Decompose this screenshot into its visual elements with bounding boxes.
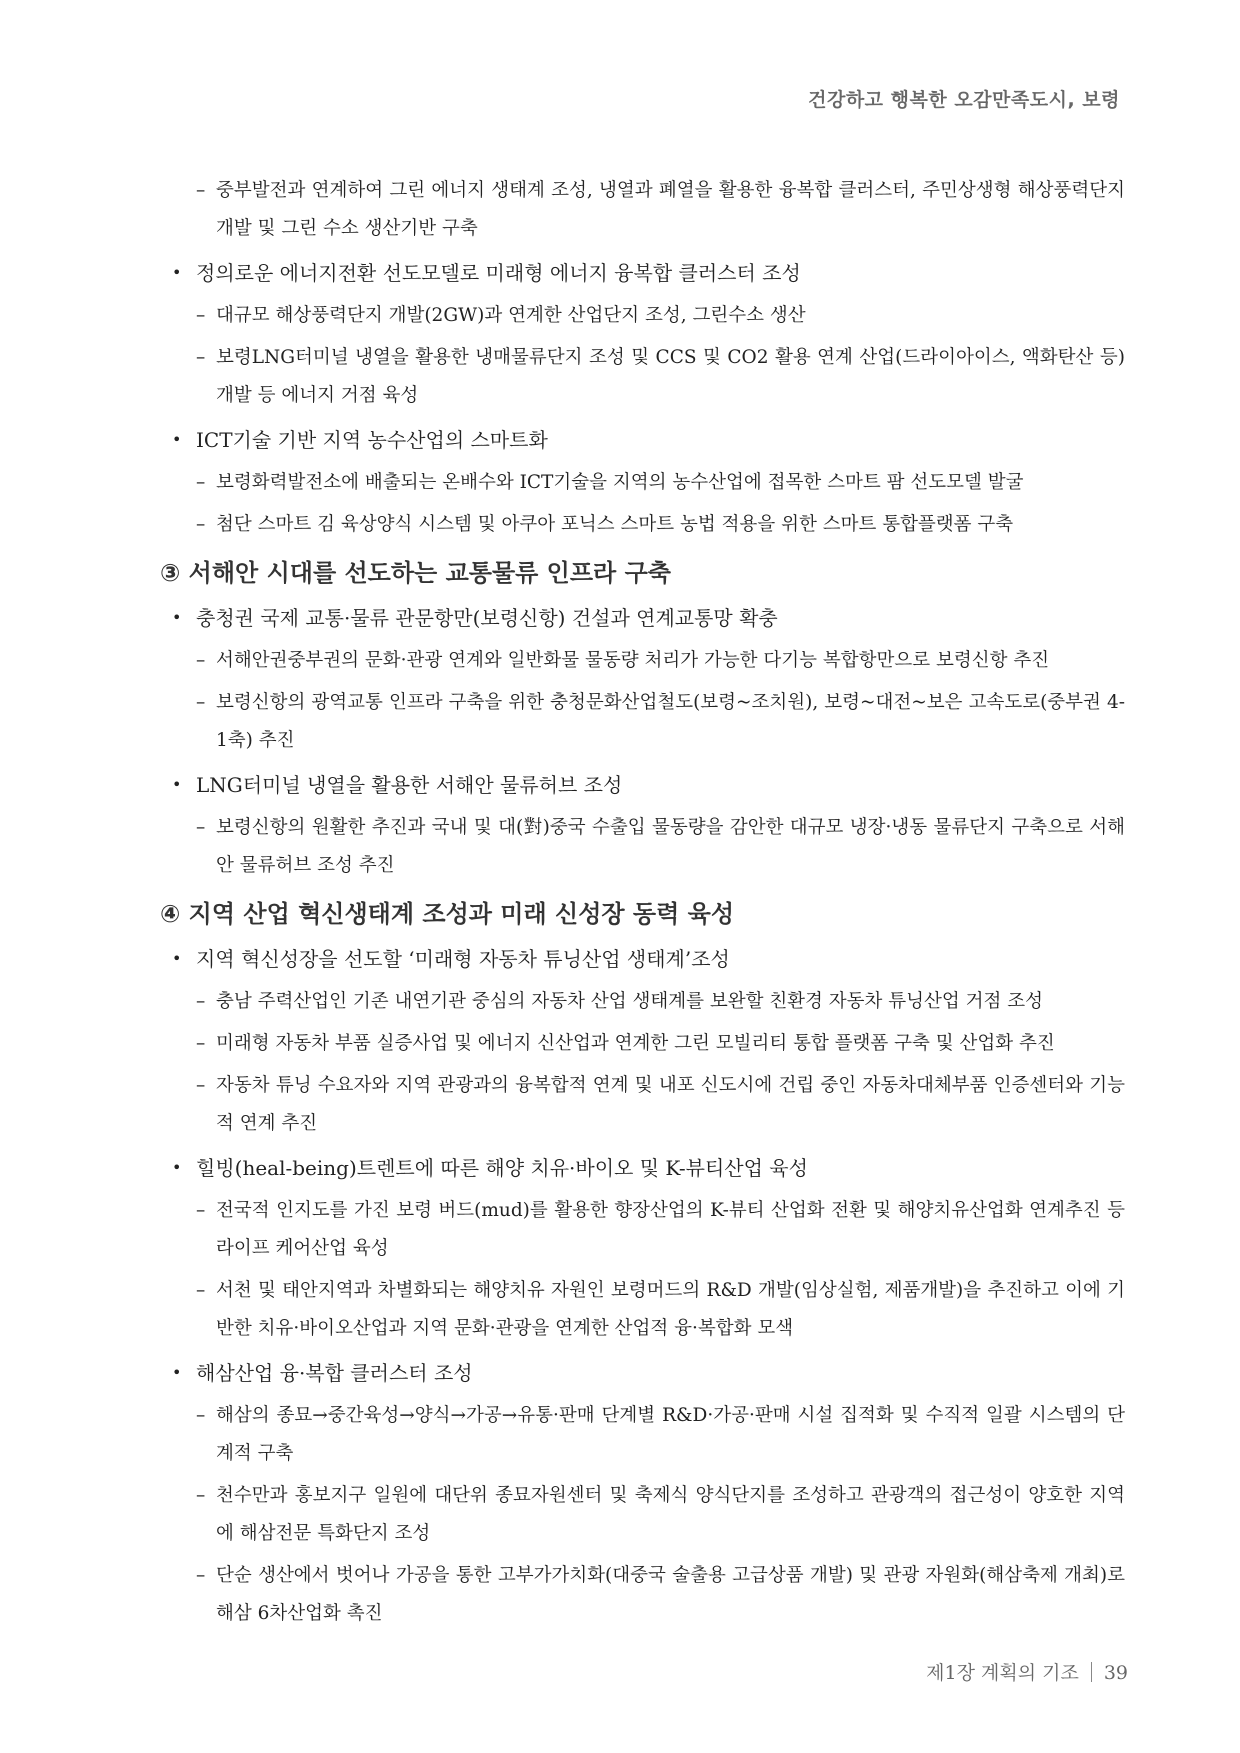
item-text: 해삼의 종묘→중간육성→양식→가공→유통·판매 단계별 R&D·가공·판매 시설 집적화 및 수직적 일괄 시스템의 단계적 구축 [216, 1405, 1125, 1464]
item-text: 미래형 자동차 부품 실증사업 및 에너지 신산업과 연계한 그린 모빌리티 통합 플랫폼 구축 및 산업화 추진 [216, 1033, 1055, 1054]
dash-item [160, 506, 1125, 544]
page-footer [926, 1658, 1128, 1685]
dash-mark: – [196, 472, 206, 493]
footer-divider [1091, 1662, 1092, 1682]
item-text: ICT기술 기반 지역 농수산업의 스마트화 [196, 428, 548, 452]
bullet-item [160, 604, 1125, 632]
document-body [160, 172, 1125, 1637]
dash-mark: – [196, 650, 206, 671]
dash-item [160, 642, 1125, 680]
bullet-item [160, 945, 1125, 973]
bullet-item [160, 1359, 1125, 1387]
dash-mark: – [196, 514, 206, 535]
item-text: 보령LNG터미널 냉열을 활용한 냉매물류단지 조성 및 CCS 및 CO2 활용 연계 산업(드라이아이스, 액화탄산 등) 개발 등 에너지 거점 육성 [216, 347, 1125, 406]
item-text: 보령화력발전소에 배출되는 온배수와 ICT기술을 지역의 농수산업에 접목한 스마트 팜 선도모델 발굴 [216, 472, 1024, 493]
item-text: 대규모 해상풍력단지 개발(2GW)과 연계한 산업단지 조성, 그린수소 생산 [216, 305, 806, 326]
dash-item [160, 1272, 1125, 1348]
bullet-item [160, 426, 1125, 454]
chapter-label: 제1장 계획의 기조 [926, 1662, 1079, 1684]
dash-item [160, 1067, 1125, 1143]
dash-mark: – [196, 817, 206, 838]
item-text: 서해안권중부권의 문화·관광 연계와 일반화물 물동량 처리가 가능한 다기능 복합항만으로 보령신항 추진 [216, 650, 1050, 671]
dash-mark: – [196, 1200, 206, 1221]
dash-item [160, 684, 1125, 760]
dash-item [160, 1557, 1125, 1633]
bullet-item [160, 259, 1125, 287]
dash-item [160, 983, 1125, 1021]
item-text: 지역 혁신성장을 선도할 ‘미래형 자동차 튜닝산업 생태계’조성 [196, 947, 730, 971]
bullet-mark: • [172, 949, 182, 968]
dash-item [160, 1192, 1125, 1268]
dash-item [160, 1477, 1125, 1553]
dash-item [160, 809, 1125, 885]
item-text: 자동차 튜닝 수요자와 지역 관광과의 융복합적 연계 및 내포 신도시에 건립 중인 자동차대체부품 인증센터와 기능적 연계 추진 [216, 1075, 1125, 1134]
item-text: 힐빙(heal-being)트렌트에 따른 해양 치유·바이오 및 K-뷰티산업 육성 [196, 1156, 808, 1180]
dash-mark: – [196, 1033, 206, 1054]
dash-item [160, 172, 1125, 248]
bullet-mark: • [172, 430, 182, 449]
item-text: 충남 주력산업인 기존 내연기관 중심의 자동차 산업 생태계를 보완할 친환경 자동차 튜닝산업 거점 조성 [216, 991, 1044, 1012]
item-text: 보령신항의 광역교통 인프라 구축을 위한 충청문화산업철도(보령~조치원), 보령~대전~보은 고속도로(중부권 4-1축) 추진 [216, 692, 1125, 751]
dash-mark: – [196, 1075, 206, 1096]
item-text: 전국적 인지도를 가진 보령 버드(mud)를 활용한 향장산업의 K-뷰티 산업화 전환 및 해양치유산업화 연계추진 등 라이프 케어산업 육성 [216, 1200, 1125, 1259]
page-number: 39 [1103, 1662, 1128, 1684]
section-heading: ④ 지역 산업 혁신생태계 조성과 미래 신성장 동력 육성 [160, 900, 735, 928]
dash-mark: – [196, 305, 206, 326]
dash-item [160, 1025, 1125, 1063]
bullet-mark: • [172, 1158, 182, 1177]
item-text: 보령신항의 원활한 추진과 국내 및 대(對)중국 수출입 물동량을 감안한 대규모 냉장·냉동 물류단지 구축으로 서해안 물류허브 조성 추진 [216, 817, 1125, 876]
dash-item [160, 1397, 1125, 1473]
item-text: 정의로운 에너지전환 선도모델로 미래형 에너지 융복합 클러스터 조성 [196, 261, 801, 285]
bullet-mark: • [172, 608, 182, 627]
item-text: 천수만과 홍보지구 일원에 대단위 종묘자원센터 및 축제식 양식단지를 조성하고 관광객의 접근성이 양호한 지역에 해삼전문 특화단지 조성 [216, 1485, 1125, 1544]
dash-mark: – [196, 347, 206, 368]
dash-mark: – [196, 1280, 206, 1301]
bullet-item [160, 1154, 1125, 1182]
dash-mark: – [196, 1565, 206, 1586]
dash-mark: – [196, 1485, 206, 1506]
dash-item [160, 464, 1125, 502]
dash-mark: – [196, 692, 206, 713]
section-heading: ③ 서해안 시대를 선도하는 교통물류 인프라 구축 [160, 559, 671, 587]
running-header: 건강하고 행복한 오감만족도시, 보령 [808, 89, 1120, 111]
item-text: 첨단 스마트 김 육상양식 시스템 및 아쿠아 포닉스 스마트 농법 적용을 위한 스마트 통합플랫폼 구축 [216, 514, 1014, 535]
bullet-item [160, 771, 1125, 799]
item-text: 단순 생산에서 벗어나 가공을 통한 고부가가치화(대중국 술출용 고급상품 개발) 및 관광 자원화(해삼축제 개최)로 해삼 6차산업화 촉진 [216, 1565, 1125, 1624]
dash-item [160, 339, 1125, 415]
bullet-mark: • [172, 1363, 182, 1382]
item-text: 충청권 국제 교통·물류 관문항만(보령신항) 건설과 연계교통망 확충 [196, 606, 778, 630]
dash-mark: – [196, 1405, 206, 1426]
dash-item [160, 297, 1125, 335]
item-text: LNG터미널 냉열을 활용한 서해안 물류허브 조성 [196, 773, 623, 797]
dash-mark: – [196, 991, 206, 1012]
item-text: 중부발전과 연계하여 그린 에너지 생태계 조성, 냉열과 폐열을 활용한 융복합 클러스터, 주민상생형 해상풍력단지 개발 및 그린 수소 생산기반 구축 [216, 180, 1125, 239]
dash-mark: – [196, 180, 206, 201]
item-text: 해삼산업 융·복합 클러스터 조성 [196, 1361, 473, 1385]
bullet-mark: • [172, 775, 182, 794]
bullet-mark: • [172, 263, 182, 282]
item-text: 서천 및 태안지역과 차별화되는 해양치유 자원인 보령머드의 R&D 개발(임상실험, 제품개발)을 추진하고 이에 기반한 치유·바이오산업과 지역 문화·관광을 연계한 산업적 융·복합화 모색 [216, 1280, 1125, 1339]
